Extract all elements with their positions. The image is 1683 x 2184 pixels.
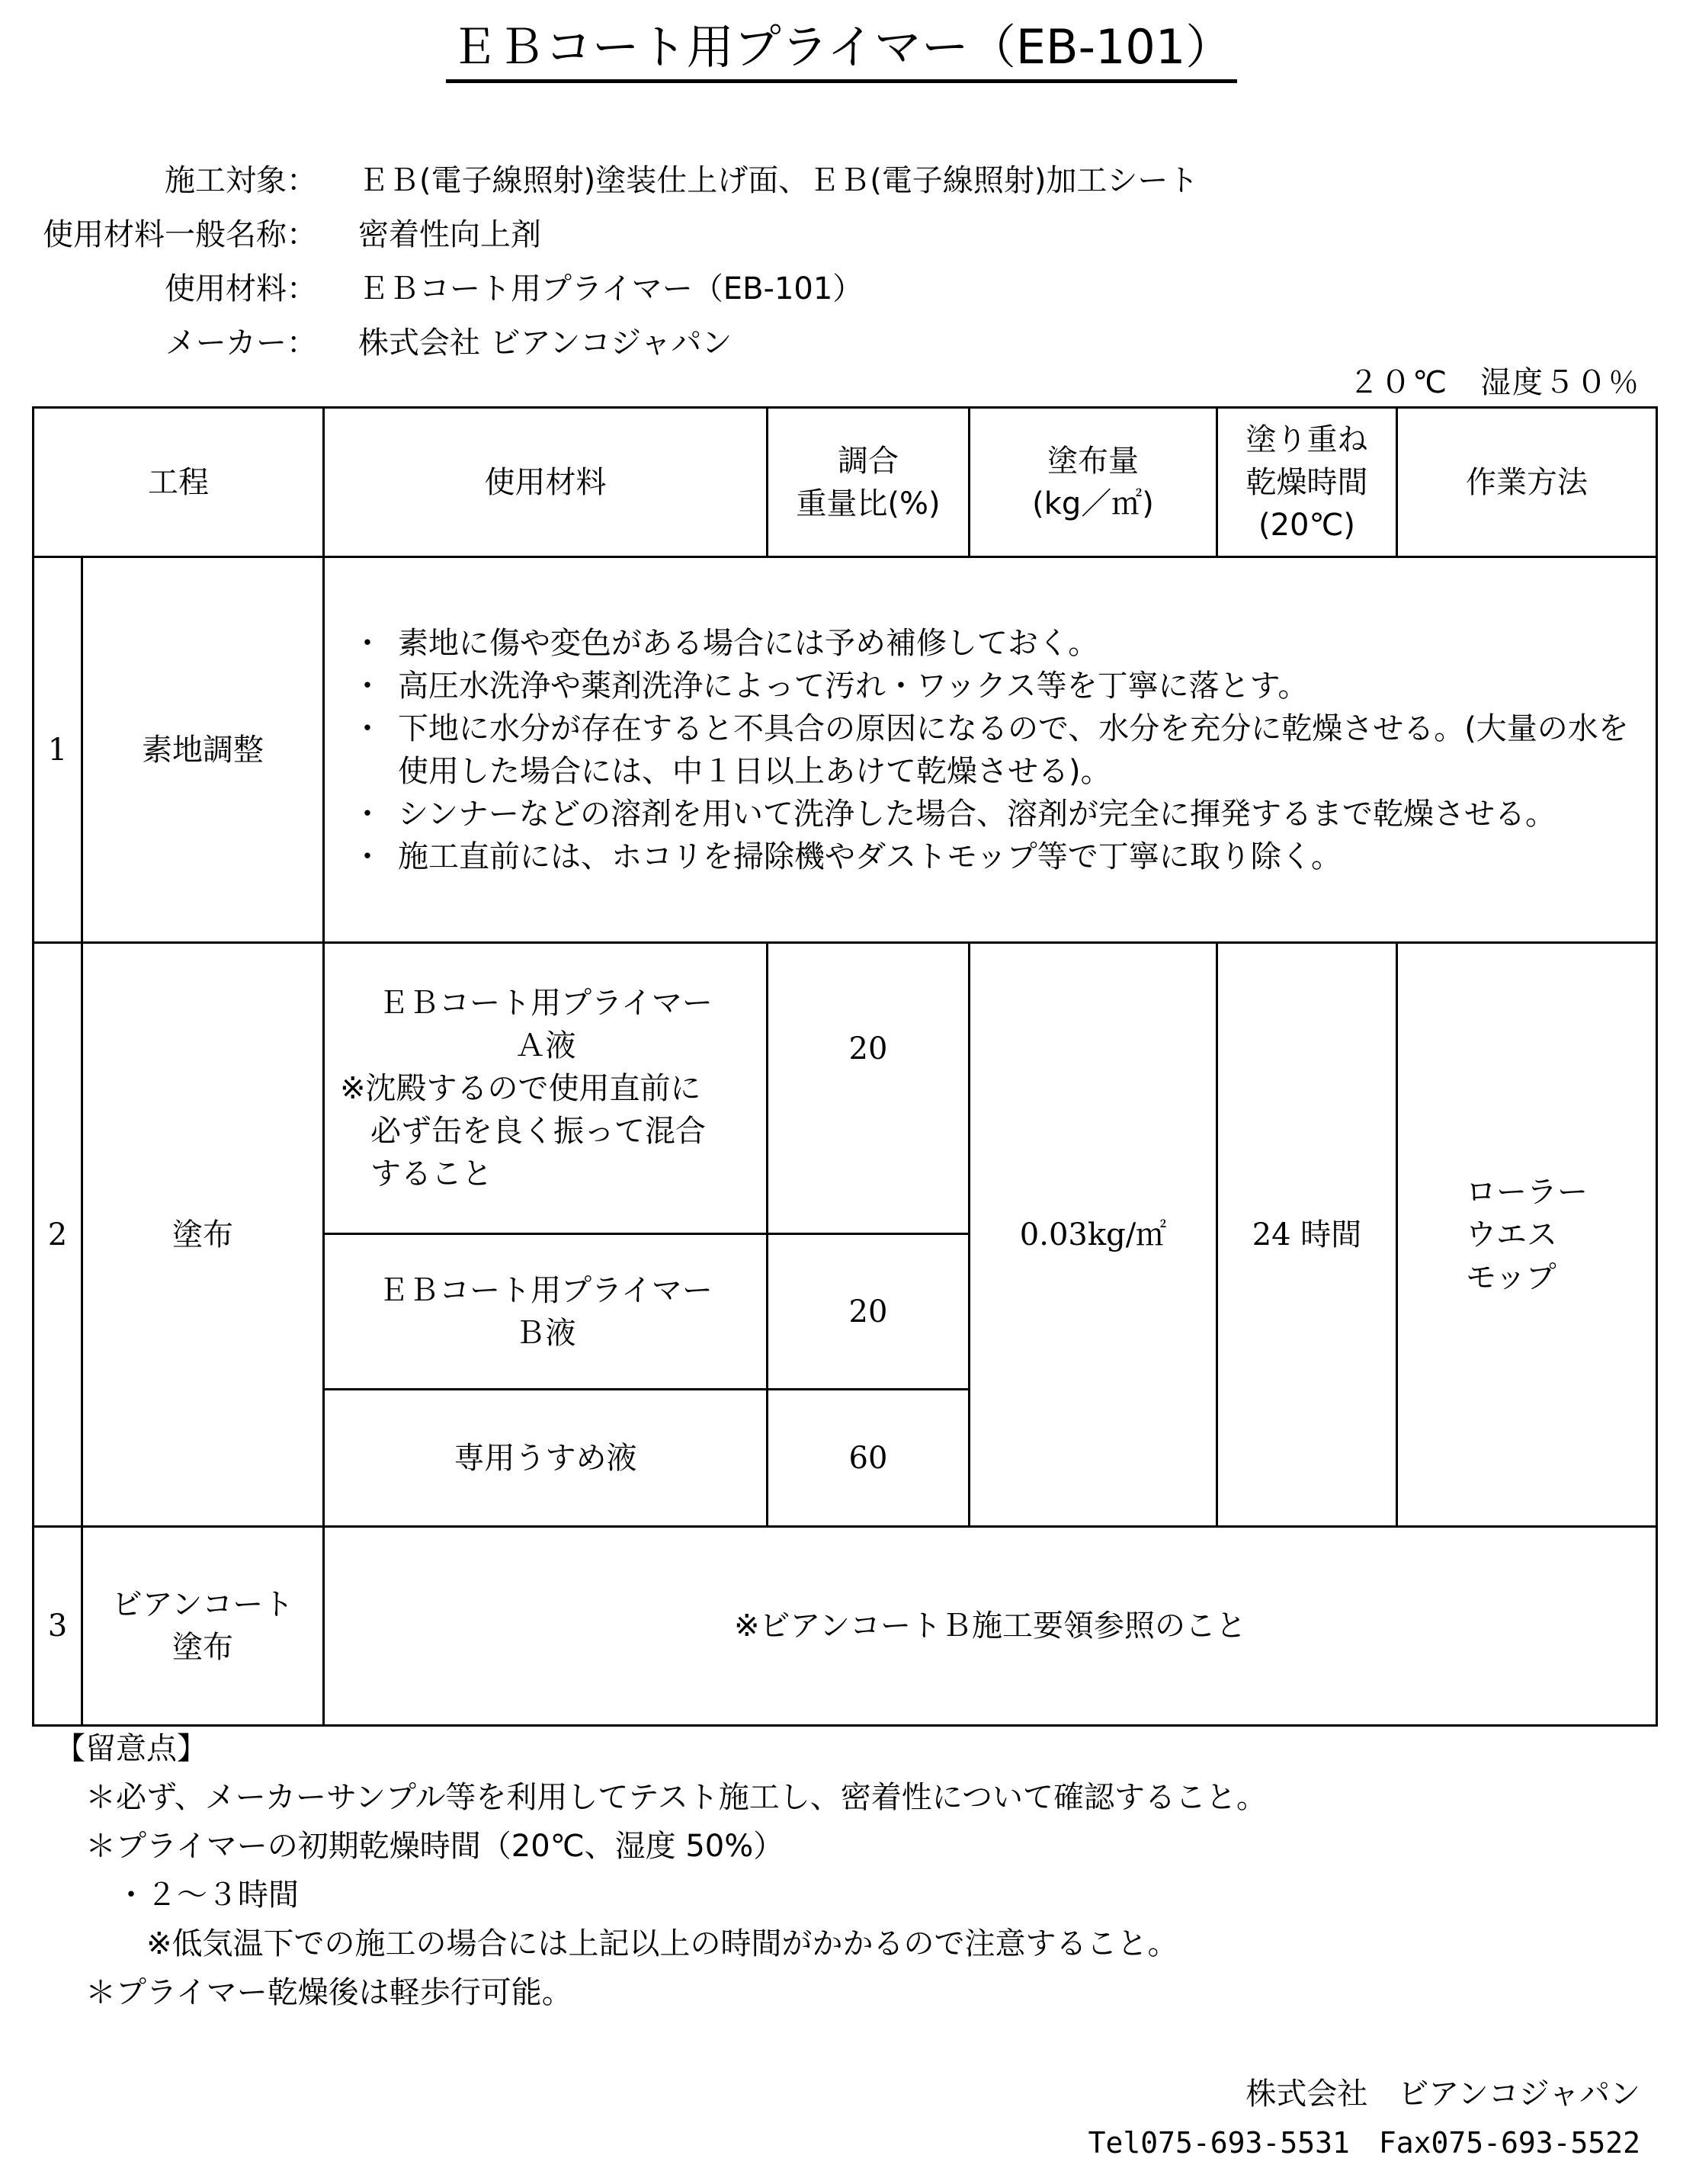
bullet: ・ — [352, 668, 383, 704]
prep-list — [325, 622, 1656, 878]
notes-section — [55, 1724, 1267, 2017]
header-amount-line: (kg／㎡) — [1032, 486, 1154, 521]
material-primer-a — [324, 943, 768, 1234]
coat-amount: 0.03kg/㎡ — [970, 943, 1217, 1527]
prep-item-text: 高圧水洗浄や薬剤洗浄によって汚れ・ワックス等を丁寧に落とす。 — [398, 668, 1309, 704]
notes-heading: 【留意点】 — [55, 1731, 207, 1766]
row-number: 1 — [34, 557, 82, 943]
note-item: ＊プライマー乾燥後は軽歩行可能。 — [85, 1975, 572, 2010]
prep-item — [352, 707, 1640, 793]
prep-item-text: 施工直前には、ホコリを掃除機やダストモップ等で丁寧に取り除く。 — [398, 839, 1342, 874]
process-line: ビアンコート — [111, 1587, 294, 1622]
work-method — [1397, 943, 1657, 1527]
note-item: ＊プライマーの初期乾燥時間（20℃、湿度 50%） — [85, 1829, 784, 1864]
info-row-material — [0, 259, 1683, 313]
header-dry-line: 塗り重ね — [1245, 422, 1368, 457]
header-dry-time — [1217, 408, 1397, 557]
bullet: ・ — [352, 796, 383, 832]
material-line: ＥＢコート用プライマー — [378, 1272, 713, 1308]
ratio-value: 20 — [768, 943, 970, 1234]
info-row-generic-name — [0, 205, 1683, 259]
header-dry-line: (20℃) — [1258, 507, 1356, 543]
ratio-value: 60 — [768, 1390, 970, 1527]
header-ratio — [768, 408, 970, 557]
info-value: 株式会社 ビアンコジャパン — [358, 326, 733, 361]
method-item: モップ — [1466, 1259, 1556, 1295]
header-process: 工程 — [34, 408, 324, 557]
material-line: Ａ液 — [515, 1028, 576, 1063]
info-block — [0, 151, 1683, 367]
material-thinner — [324, 1390, 768, 1527]
prep-item — [352, 665, 1640, 707]
ratio-value: 20 — [768, 1234, 970, 1390]
test-condition: ２０℃ 湿度５０％ — [1348, 365, 1640, 400]
info-value: 密着性向上剤 — [358, 217, 541, 252]
prep-instructions — [324, 557, 1657, 943]
material-note-line: ※沈殿するので使用直前に — [340, 1070, 701, 1106]
row-coating-a — [34, 943, 1657, 1234]
material-primer-b — [324, 1234, 768, 1390]
dry-time: 24 時間 — [1217, 943, 1397, 1527]
info-label: メーカー： — [165, 326, 317, 361]
bullet: ・ — [352, 839, 383, 874]
row-process: 素地調整 — [82, 557, 324, 943]
row-process — [82, 1527, 324, 1726]
row-surface-prep — [34, 557, 1657, 943]
spec-table — [32, 406, 1658, 1727]
prep-item-text: シンナーなどの溶剤を用いて洗浄した場合、溶剤が完全に揮発するまで乾燥させる。 — [398, 796, 1556, 832]
prep-item — [352, 622, 1640, 665]
info-label: 使用材料一般名称： — [43, 217, 317, 252]
bullet: ・ — [352, 710, 383, 746]
info-label: 使用材料： — [165, 271, 317, 306]
info-value: ＥＢコート用プライマー（EB-101） — [358, 271, 864, 306]
note-item: ＊必ず、メーカーサンプル等を利用してテスト施工し、密着性について確認すること。 — [85, 1780, 1267, 1815]
method-list — [1466, 1171, 1588, 1299]
row-number: 3 — [34, 1527, 82, 1726]
prep-item — [352, 793, 1640, 835]
header-ratio-line: 調合 — [838, 443, 899, 479]
note-item: ※低気温下での施工の場合には上記以上の時間がかかるので注意すること。 — [146, 1926, 1178, 1961]
prep-item-text: 素地に傷や変色がある場合には予め補修しておく。 — [398, 625, 1099, 661]
prep-item — [352, 835, 1640, 878]
info-row-target — [0, 151, 1683, 205]
info-label: 施工対象： — [165, 163, 317, 198]
method-item: ローラー — [1466, 1174, 1588, 1210]
footer-contact: Tel075-693-5531 Fax075-693-5522 — [1088, 2126, 1640, 2160]
document-title — [0, 17, 1683, 83]
header-material: 使用材料 — [324, 408, 768, 557]
topcoat-note: ※ビアンコートＢ施工要領参照のこと — [324, 1527, 1657, 1726]
header-row — [34, 408, 1657, 557]
footer-company: 株式会社 ビアンコジャパン — [1245, 2077, 1640, 2112]
material-line: Ｂ液 — [515, 1315, 576, 1351]
info-value: ＥＢ(電子線照射)塗装仕上げ面、ＥＢ(電子線照射)加工シート — [358, 163, 1199, 198]
row-number: 2 — [34, 943, 82, 1527]
material-note — [325, 1067, 766, 1195]
footer — [1088, 2070, 1640, 2167]
header-amount — [970, 408, 1217, 557]
header-dry-line: 乾燥時間 — [1245, 464, 1368, 500]
row-process: 塗布 — [82, 943, 324, 1527]
material-line: ＥＢコート用プライマー — [378, 985, 713, 1021]
header-amount-line: 塗布量 — [1047, 443, 1139, 479]
row-topcoat — [34, 1527, 1657, 1726]
header-ratio-line: 重量比(%) — [796, 486, 941, 521]
prep-item-text: 下地に水分が存在すると不具合の原因になるので、水分を充分に乾燥させる。(大量の水を使用した場合には、中１日以上あけて乾燥させる)。 — [398, 710, 1629, 789]
method-item: ウエス — [1466, 1217, 1557, 1252]
material-line: 専用うすめ液 — [454, 1440, 637, 1476]
process-line: 塗布 — [172, 1630, 233, 1665]
document-title-text: ＥＢコート用プライマー（EB-101） — [446, 17, 1238, 83]
bullet: ・ — [352, 625, 383, 661]
material-note-line: すること — [340, 1156, 492, 1191]
note-item: ・２～３時間 — [116, 1878, 299, 1913]
material-note-line: 必ず缶を良く振って混合 — [340, 1113, 706, 1149]
header-method: 作業方法 — [1397, 408, 1657, 557]
